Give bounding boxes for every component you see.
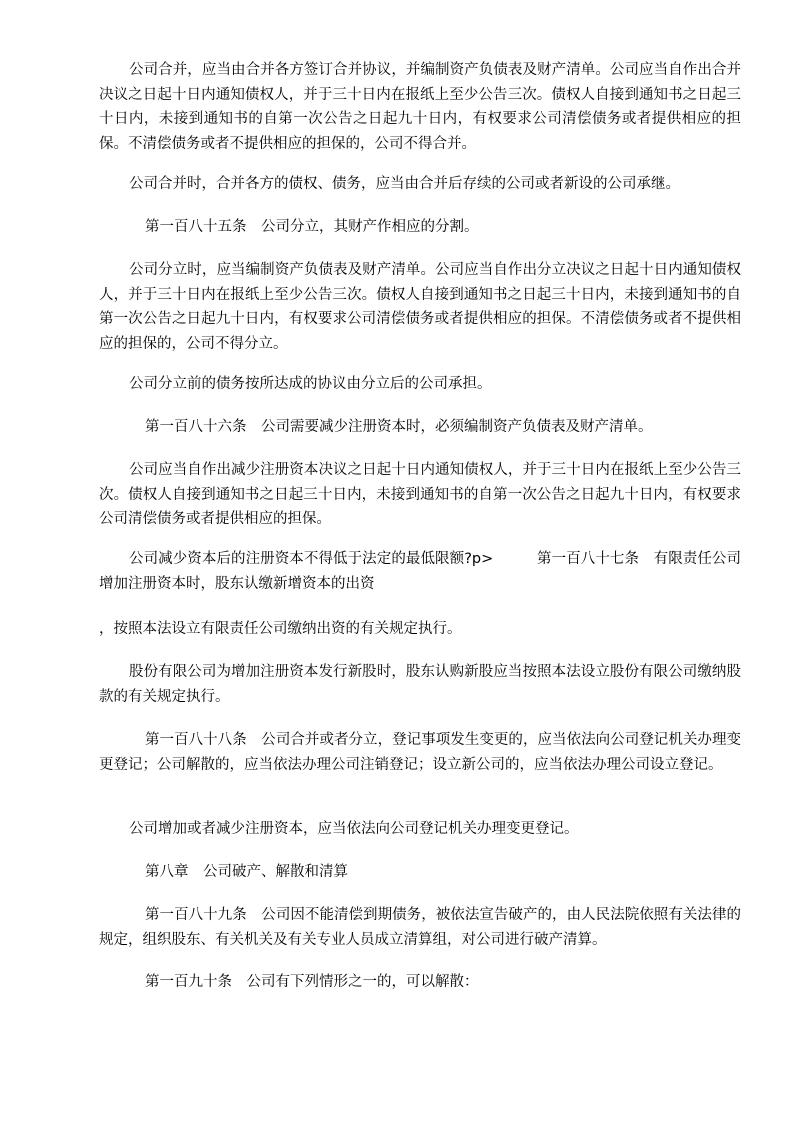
article-185: 第一百八十五条 公司分立，其财产作相应的分割。 bbox=[145, 219, 479, 235]
paragraph-capital-increase-jsc: 股份有限公司为增加注册资本发行新股时，股东认购新股应当按照本法设立股份有限公司缴纳股款的有关规定执行。 bbox=[99, 664, 741, 705]
article-189: 第一百八十九条 公司因不能清偿到期债务，被依法宣告破产的，由人民法院依照有关法律的规定，组织股东、有关机关及有关专业人员成立清算组，对公司进行破产清算。 bbox=[99, 907, 741, 948]
paragraph-capital-minimum-article-187: 公司减少资本后的注册资本不得低于法定的最低限额?p> 第一百八十七条 有限责任公司增加注册资本时，股东认缴新增资本的出资 bbox=[99, 551, 741, 592]
article-186: 第一百八十六条 公司需要减少注册资本时，必须编制资产负债表及财产清单。 bbox=[145, 419, 653, 435]
paragraph-merger-debts: 公司合并时，合并各方的债权、债务，应当由合并后存续的公司或者新设的公司承继。 bbox=[129, 176, 680, 192]
paragraph-division-debts: 公司分立前的债务按所达成的协议由分立后的公司承担。 bbox=[129, 376, 492, 392]
article-188: 第一百八十八条 公司合并或者分立，登记事项发生变更的，应当依法向公司登记机关办理变更登记；公司解散的，应当依法办理公司注销登记；设立新公司的，应当依法办理公司设立登记。 bbox=[99, 732, 741, 773]
paragraph-capital-reduction-notice: 公司应当自作出减少注册资本决议之日起十日内通知债权人，并于三十日内在报纸上至少公告三次。债权人自接到通知书之日起三十日内，未接到通知书的自第一次公告之日起九十日内，有权要求公司清偿债务或者提供相应的担保。 bbox=[99, 462, 741, 527]
paragraph-merger-procedure: 公司合并，应当由合并各方签订合并协议，并编制资产负债表及财产清单。公司应当自作出合并决议之日起十日内通知债权人，并于三十日内在报纸上至少公告三次。债权人自接到通知书之日起三十日内，未接到通知书的自第一次公告之日起九十日内，有权要求公司清偿债务或者提供相应的担保。不清偿债务或者不提供相应的担保的，公司不得合并。 bbox=[99, 62, 741, 152]
chapter-8-heading: 第八章 公司破产、解散和清算 bbox=[145, 864, 348, 880]
paragraph-division-procedure: 公司分立时，应当编制资产负债表及财产清单。公司应当自作出分立决议之日起十日内通知债权人，并于三十日内在报纸上至少公告三次。债权人自接到通知书之日起三十日内，未接到通知书的自第一次公告之日起九十日内，有权要求公司清偿债务或者提供相应的担保。不清偿债务或者不提供相应的担保的，公司不得分立。 bbox=[99, 262, 741, 352]
article-190: 第一百九十条 公司有下列情形之一的，可以解散： bbox=[145, 974, 479, 990]
paragraph-registration-change: 公司增加或者减少注册资本，应当依法向公司登记机关办理变更登记。 bbox=[129, 821, 579, 837]
paragraph-capital-increase-llc: ，按照本法设立有限责任公司缴纳出资的有关规定执行。 bbox=[99, 621, 462, 637]
